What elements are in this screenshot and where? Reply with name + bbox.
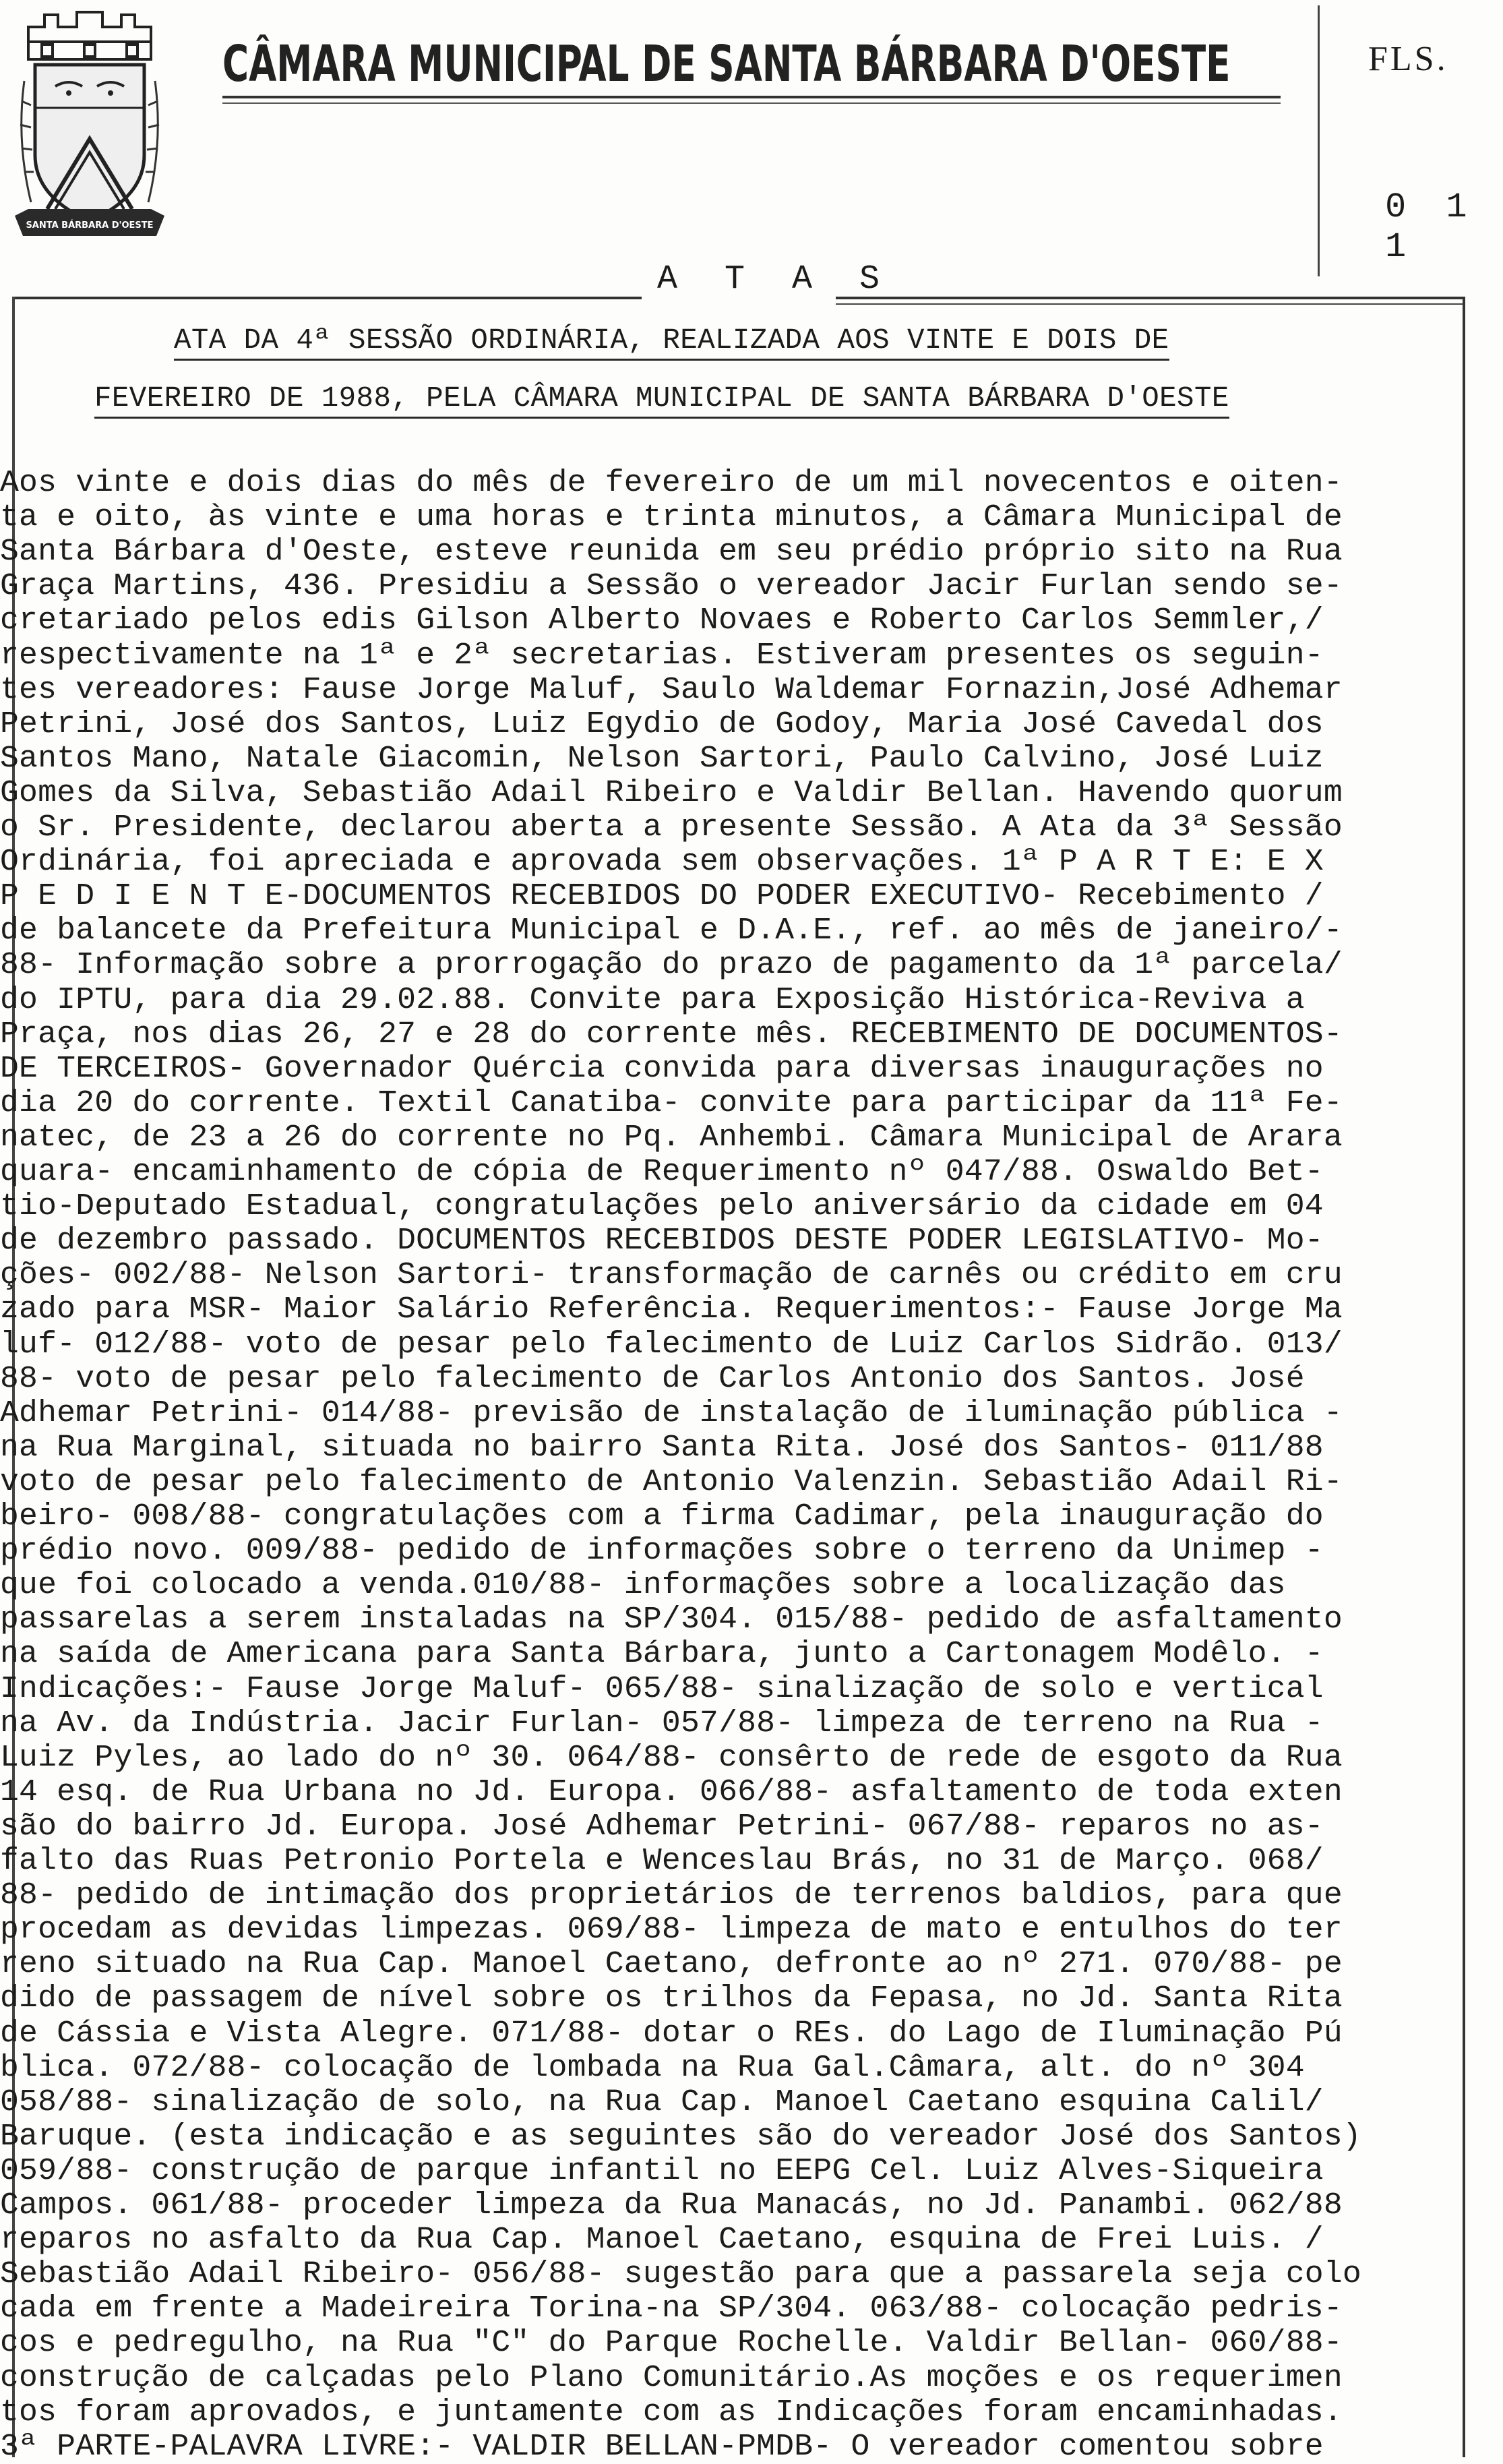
body-line: reno situado na Rua Cap. Manoel Caetano, defronte ao nº 271. 070/88- pe bbox=[0, 1946, 1343, 1982]
body-line: Graça Martins, 436. Presidiu a Sessão o vereador Jacir Furlan sendo se- bbox=[0, 568, 1343, 604]
body-line: Indicações:- Fause Jorge Maluf- 065/88- sinalização de solo e vertical bbox=[0, 1671, 1324, 1706]
body-line: na saída de Americana para Santa Bárbara, junto a Cartonagem Modêlo. - bbox=[0, 1636, 1324, 1672]
minutes-title-line-1: ATA DA 4ª SESSÃO ORDINÁRIA, REALIZADA AOS VINTE E DOIS DE bbox=[174, 324, 1169, 361]
body-line: ções- 002/88- Nelson Sartori- transformação de carnês ou crédito em cru bbox=[0, 1257, 1343, 1293]
body-line: procedam as devidas limpezas. 069/88- limpeza de mato e entulhos do ter bbox=[0, 1912, 1343, 1948]
section-rule-right-thin bbox=[836, 303, 1463, 305]
body-line: 059/88- construção de parque infantil no EEPG Cel. Luiz Alves-Siqueira bbox=[0, 2153, 1324, 2188]
body-line: Gomes da Silva, Sebastião Adail Ribeiro e Valdir Bellan. Havendo quorum bbox=[0, 775, 1343, 810]
body-line: Praça, nos dias 26, 27 e 28 do corrente mês. RECEBIMENTO DE DOCUMENTOS- bbox=[0, 1016, 1343, 1052]
folio-divider bbox=[1318, 5, 1320, 276]
body-line: Adhemar Petrini- 014/88- previsão de instalação de iluminação pública - bbox=[0, 1395, 1343, 1431]
body-line: construção de calçadas pelo Plano Comunitário.As moções e os requerimen bbox=[0, 2360, 1343, 2395]
body-line: Sebastião Adail Ribeiro- 056/88- sugestão para que a passarela seja colo bbox=[0, 2256, 1361, 2292]
section-label: A T A S bbox=[657, 260, 894, 299]
body-line: 88- Informação sobre a prorrogação do prazo de pagamento da 1ª parcela/ bbox=[0, 947, 1343, 983]
body-line: de balancete da Prefeitura Municipal e D.A.E., ref. ao mês de janeiro/- bbox=[0, 913, 1343, 949]
body-line: zado para MSR- Maior Salário Referência. Requerimentos:- Fause Jorge Ma bbox=[0, 1292, 1343, 1327]
body-line: reparos no asfalto da Rua Cap. Manoel Caetano, esquina de Frei Luis. / bbox=[0, 2222, 1324, 2258]
body-line: dia 20 do corrente. Textil Canatiba- convite para participar da 11ª Fe- bbox=[0, 1085, 1343, 1120]
body-line: de Cássia e Vista Alegre. 071/88- dotar o REs. do Lago de Iluminação Pú bbox=[0, 2015, 1343, 2051]
body-line: Campos. 061/88- proceder limpeza da Rua Manacás, no Jd. Panambi. 062/88 bbox=[0, 2188, 1343, 2223]
body-line: 058/88- sinalização de solo, na Rua Cap. Manoel Caetano esquina Calil/ bbox=[0, 2084, 1324, 2120]
municipal-crest-icon bbox=[15, 7, 164, 244]
body-line: Ordinária, foi apreciada e aprovada sem observações. 1ª P A R T E: E X bbox=[0, 844, 1324, 880]
body-line: na Rua Marginal, situada no bairro Santa Rita. José dos Santos- 011/88 bbox=[0, 1429, 1324, 1465]
body-line: Santa Bárbara d'Oeste, esteve reunida em seu prédio próprio sito na Rua bbox=[0, 534, 1343, 570]
body-line: cretariado pelos edis Gilson Alberto Novaes e Roberto Carlos Semmler,/ bbox=[0, 603, 1324, 638]
page-border-right bbox=[1463, 297, 1465, 2457]
body-line: Baruque. (esta indicação e as seguintes são do vereador José dos Santos) bbox=[0, 2118, 1361, 2154]
body-line: Aos vinte e dois dias do mês de fevereiro de um mil novecentos e oiten- bbox=[0, 465, 1343, 500]
body-line: blica. 072/88- colocação de lombada na Rua Gal.Câmara, alt. do nº 304 bbox=[0, 2049, 1305, 2085]
crest-motto: SANTA BÁRBARA D'OESTE bbox=[26, 220, 154, 231]
body-line: 3ª PARTE-PALAVRA LIVRE:- VALDIR BELLAN-PMDB- O vereador comentou sobre bbox=[0, 2428, 1324, 2464]
body-line: Luiz Pyles, ao lado do nº 30. 064/88- consêrto de rede de esgoto da Rua bbox=[0, 1739, 1343, 1775]
institution-name: CÂMARA MUNICIPAL DE SANTA BÁRBARA D'OESTE bbox=[222, 35, 1231, 93]
body-line: 14 esq. de Rua Urbana no Jd. Europa. 066/88- asfaltamento de toda exten bbox=[0, 1774, 1343, 1809]
body-line: Petrini, José dos Santos, Luiz Egydio de Godoy, Maria José Cavedal dos bbox=[0, 706, 1324, 742]
header-rule bbox=[222, 96, 1281, 98]
body-line: de dezembro passado. DOCUMENTOS RECEBIDOS DESTE PODER LEGISLATIVO- Mo- bbox=[0, 1223, 1324, 1259]
body-line: dido de passagem de nível sobre os trilhos da Fepasa, no Jd. Santa Rita bbox=[0, 1981, 1343, 2016]
body-line: passarelas a serem instaladas na SP/304. 015/88- pedido de asfaltamento bbox=[0, 1602, 1343, 1637]
section-rule-right bbox=[836, 297, 1463, 299]
body-line: que foi colocado a venda.010/88- informações sobre a localização das bbox=[0, 1567, 1286, 1603]
body-line: tio-Deputado Estadual, congratulações pelo aniversário da cidade em 04 bbox=[0, 1189, 1324, 1224]
body-line: voto de pesar pelo falecimento de Antonio Valenzin. Sebastião Adail Ri- bbox=[0, 1464, 1343, 1499]
body-line: 88- voto de pesar pelo falecimento de Carlos Antonio dos Santos. José bbox=[0, 1360, 1305, 1396]
body-line: DE TERCEIROS- Governador Quércia convida para diversas inaugurações no bbox=[0, 1050, 1324, 1086]
body-line: cada em frente a Madeireira Torina-na SP/304. 063/88- colocação pedris- bbox=[0, 2291, 1343, 2326]
body-line: na Av. da Indústria. Jacir Furlan- 057/88- limpeza de terreno na Rua - bbox=[0, 1705, 1324, 1741]
body-line: tes vereadores: Fause Jorge Maluf, Saulo Waldemar Fornazin,José Adhemar bbox=[0, 671, 1343, 707]
body-line: são do bairro Jd. Europa. José Adhemar Petrini- 067/88- reparos no as- bbox=[0, 1808, 1324, 1844]
body-line: respectivamente na 1ª e 2ª secretarias. Estiveram presentes os seguin- bbox=[0, 637, 1324, 673]
body-line: cos e pedregulho, na Rua "C" do Parque Rochelle. Valdir Bellan- 060/88- bbox=[0, 2325, 1343, 2361]
body-line: beiro- 008/88- congratulações com a firma Cadimar, pela inauguração do bbox=[0, 1499, 1324, 1534]
folio-number: 0 1 1 bbox=[1385, 187, 1477, 267]
folio-label: FLS. bbox=[1368, 40, 1448, 78]
body-line: P E D I E N T E-DOCUMENTOS RECEBIDOS DO PODER EXECUTIVO- Recebimento / bbox=[0, 878, 1324, 914]
body-line: Santos Mano, Natale Giacomin, Nelson Sartori, Paulo Calvino, José Luiz bbox=[0, 740, 1324, 776]
body-line: luf- 012/88- voto de pesar pelo falecimento de Luiz Carlos Sidrão. 013/ bbox=[0, 1326, 1343, 1362]
body-line: ta e oito, às vinte e uma horas e trinta minutos, a Câmara Municipal de bbox=[0, 500, 1343, 535]
body-line: falto das Ruas Petronio Portela e Wenceslau Brás, no 31 de Março. 068/ bbox=[0, 1843, 1324, 1878]
section-rule-left bbox=[15, 297, 642, 299]
header-rule-thin bbox=[222, 102, 1281, 104]
body-line: o Sr. Presidente, declarou aberta a presente Sessão. A Ata da 3ª Sessão bbox=[0, 810, 1343, 845]
body-line: 88- pedido de intimação dos proprietários de terrenos baldios, para que bbox=[0, 1877, 1343, 1913]
body-line: natec, de 23 a 26 do corrente no Pq. Anhembi. Câmara Municipal de Arara bbox=[0, 1119, 1343, 1155]
body-line: do IPTU, para dia 29.02.88. Convite para Exposição Histórica-Reviva a bbox=[0, 982, 1305, 1017]
minutes-title-line-2: FEVEREIRO DE 1988, PELA CÂMARA MUNICIPAL DE SANTA BÁRBARA D'OESTE bbox=[94, 382, 1229, 419]
body-line: prédio novo. 009/88- pedido de informações sobre o terreno da Unimep - bbox=[0, 1533, 1324, 1569]
body-line: tos foram aprovados, e juntamente com as Indicações foram encaminhadas. bbox=[0, 2394, 1343, 2430]
body-line: quara- encaminhamento de cópia de Requerimento nº 047/88. Oswaldo Bet- bbox=[0, 1154, 1324, 1189]
